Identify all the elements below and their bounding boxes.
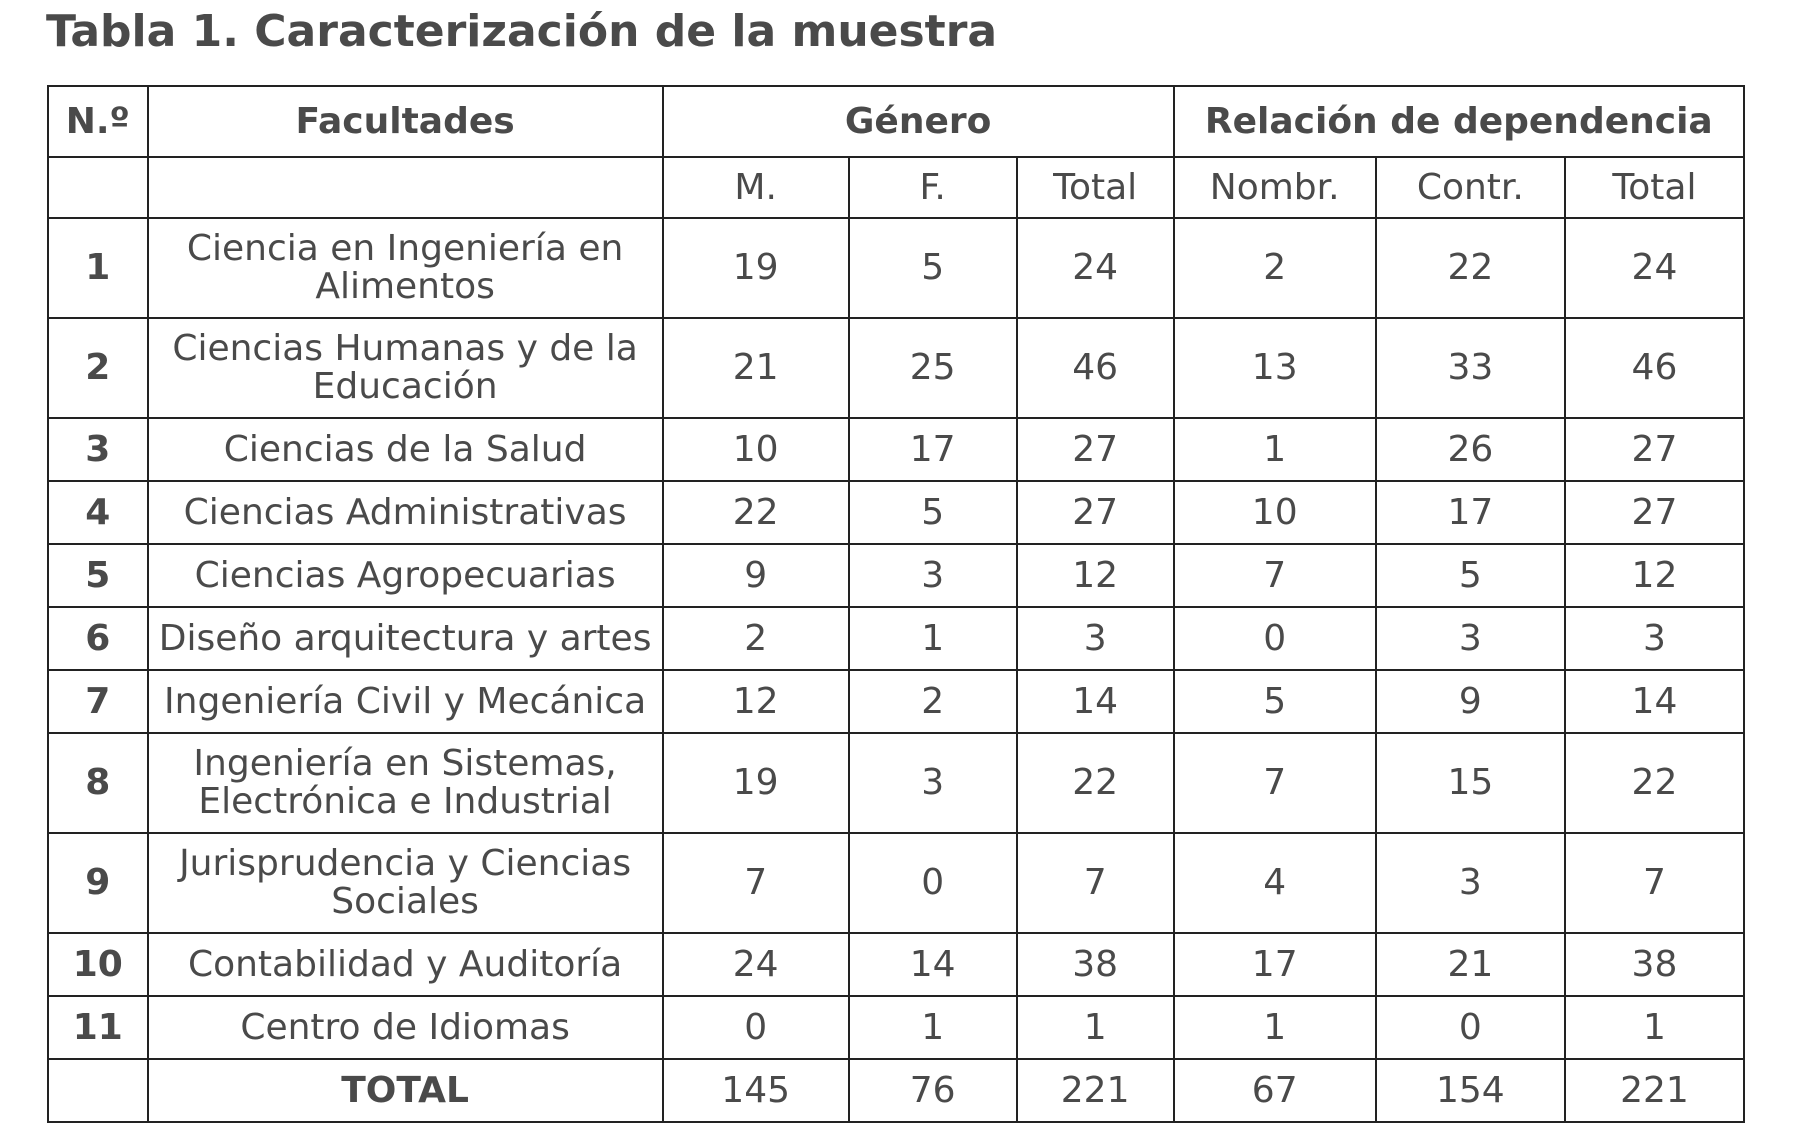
total-f: 76 [849,1059,1017,1122]
cell-m: 19 [663,218,849,318]
table-row [48,544,1744,607]
cell-m: 24 [663,933,849,996]
totals-row [48,1059,1744,1122]
cell-total-genero: 3 [1017,607,1174,670]
cell-total-genero: 24 [1017,218,1174,318]
subheader-nombr: Nombr. [1174,157,1376,218]
cell-nombr: 17 [1174,933,1376,996]
cell-total-relacion: 14 [1565,670,1744,733]
faculty-name: Ciencias Humanas y de la Educación [148,318,663,418]
cell-nombr: 7 [1174,733,1376,833]
cell-f: 3 [849,733,1017,833]
header-row [48,86,1744,157]
cell-f: 5 [849,481,1017,544]
total-nombr: 67 [1174,1059,1376,1122]
subheader-empty [48,157,148,218]
row-number: 4 [48,481,148,544]
table-row [48,933,1744,996]
cell-total-genero: 22 [1017,733,1174,833]
cell-nombr: 2 [1174,218,1376,318]
subheader-f: F. [849,157,1017,218]
faculty-name: Ingeniería Civil y Mecánica [148,670,663,733]
table-row [48,318,1744,418]
cell-total-relacion: 27 [1565,418,1744,481]
faculty-name: Ciencia en Ingeniería en Alimentos [148,218,663,318]
subheader-contr: Contr. [1376,157,1565,218]
cell-total-genero: 27 [1017,418,1174,481]
row-number: 10 [48,933,148,996]
faculty-name: Centro de Idiomas [148,996,663,1059]
cell-f: 25 [849,318,1017,418]
cell-total-relacion: 27 [1565,481,1744,544]
row-number: 2 [48,318,148,418]
row-number: 9 [48,833,148,933]
cell-m: 22 [663,481,849,544]
cell-f: 17 [849,418,1017,481]
cell-f: 1 [849,996,1017,1059]
cell-total-relacion: 22 [1565,733,1744,833]
faculty-name: Jurisprudencia y Ciencias Sociales [148,833,663,933]
table-row [48,481,1744,544]
subheader-total-relacion: Total [1565,157,1744,218]
cell-m: 10 [663,418,849,481]
cell-contr: 26 [1376,418,1565,481]
total-m: 145 [663,1059,849,1122]
cell-total-relacion: 12 [1565,544,1744,607]
faculty-name: Ciencias Administrativas [148,481,663,544]
cell-f: 3 [849,544,1017,607]
header-facultades: Facultades [148,86,663,157]
cell-nombr: 1 [1174,996,1376,1059]
cell-nombr: 10 [1174,481,1376,544]
table-row [48,418,1744,481]
header-num: N.º [48,86,148,157]
cell-m: 2 [663,607,849,670]
cell-contr: 22 [1376,218,1565,318]
cell-total-genero: 38 [1017,933,1174,996]
table-row [48,670,1744,733]
row-number: 7 [48,670,148,733]
row-number: 5 [48,544,148,607]
cell-total-relacion: 46 [1565,318,1744,418]
cell-contr: 33 [1376,318,1565,418]
cell-m: 7 [663,833,849,933]
faculty-name: Ciencias Agropecuarias [148,544,663,607]
cell-f: 5 [849,218,1017,318]
cell-total-genero: 1 [1017,996,1174,1059]
cell-f: 1 [849,607,1017,670]
subheader-total-genero: Total [1017,157,1174,218]
cell-contr: 3 [1376,607,1565,670]
cell-contr: 9 [1376,670,1565,733]
header-genero: Género [663,86,1174,157]
row-number: 1 [48,218,148,318]
row-number: 3 [48,418,148,481]
cell-nombr: 0 [1174,607,1376,670]
table-row [48,218,1744,318]
total-contr: 154 [1376,1059,1565,1122]
total-relacion: 221 [1565,1059,1744,1122]
totals-label: TOTAL [148,1059,663,1122]
total-genero: 221 [1017,1059,1174,1122]
row-number: 11 [48,996,148,1059]
subheader-m: M. [663,157,849,218]
cell-nombr: 1 [1174,418,1376,481]
cell-f: 0 [849,833,1017,933]
subheader-row [48,157,1744,218]
cell-contr: 17 [1376,481,1565,544]
cell-nombr: 5 [1174,670,1376,733]
cell-contr: 15 [1376,733,1565,833]
cell-contr: 0 [1376,996,1565,1059]
cell-total-relacion: 1 [1565,996,1744,1059]
cell-total-relacion: 38 [1565,933,1744,996]
faculty-name: Diseño arquitectura y artes [148,607,663,670]
table-row [48,733,1744,833]
cell-total-relacion: 3 [1565,607,1744,670]
cell-nombr: 7 [1174,544,1376,607]
row-number: 6 [48,607,148,670]
cell-m: 9 [663,544,849,607]
faculty-name: Ingeniería en Sistemas, Electrónica e Industrial [148,733,663,833]
row-number: 8 [48,733,148,833]
cell-total-genero: 7 [1017,833,1174,933]
cell-m: 21 [663,318,849,418]
cell-total-genero: 14 [1017,670,1174,733]
header-relacion-dependencia: Relación de dependencia [1174,86,1744,157]
cell-f: 2 [849,670,1017,733]
cell-contr: 3 [1376,833,1565,933]
table-row [48,996,1744,1059]
cell-f: 14 [849,933,1017,996]
cell-total-genero: 27 [1017,481,1174,544]
faculty-name: Contabilidad y Auditoría [148,933,663,996]
table-row [48,607,1744,670]
table-caption: Tabla 1. Caracterización de la muestra [46,6,998,57]
table-row [48,833,1744,933]
cell-contr: 21 [1376,933,1565,996]
cell-total-genero: 46 [1017,318,1174,418]
cell-total-relacion: 24 [1565,218,1744,318]
cell-nombr: 13 [1174,318,1376,418]
sample-characterization-table [47,85,1745,1123]
cell-m: 12 [663,670,849,733]
subheader-empty [148,157,663,218]
faculty-name: Ciencias de la Salud [148,418,663,481]
cell-m: 0 [663,996,849,1059]
cell-nombr: 4 [1174,833,1376,933]
cell-total-genero: 12 [1017,544,1174,607]
cell-total-relacion: 7 [1565,833,1744,933]
totals-empty [48,1059,148,1122]
cell-contr: 5 [1376,544,1565,607]
cell-m: 19 [663,733,849,833]
